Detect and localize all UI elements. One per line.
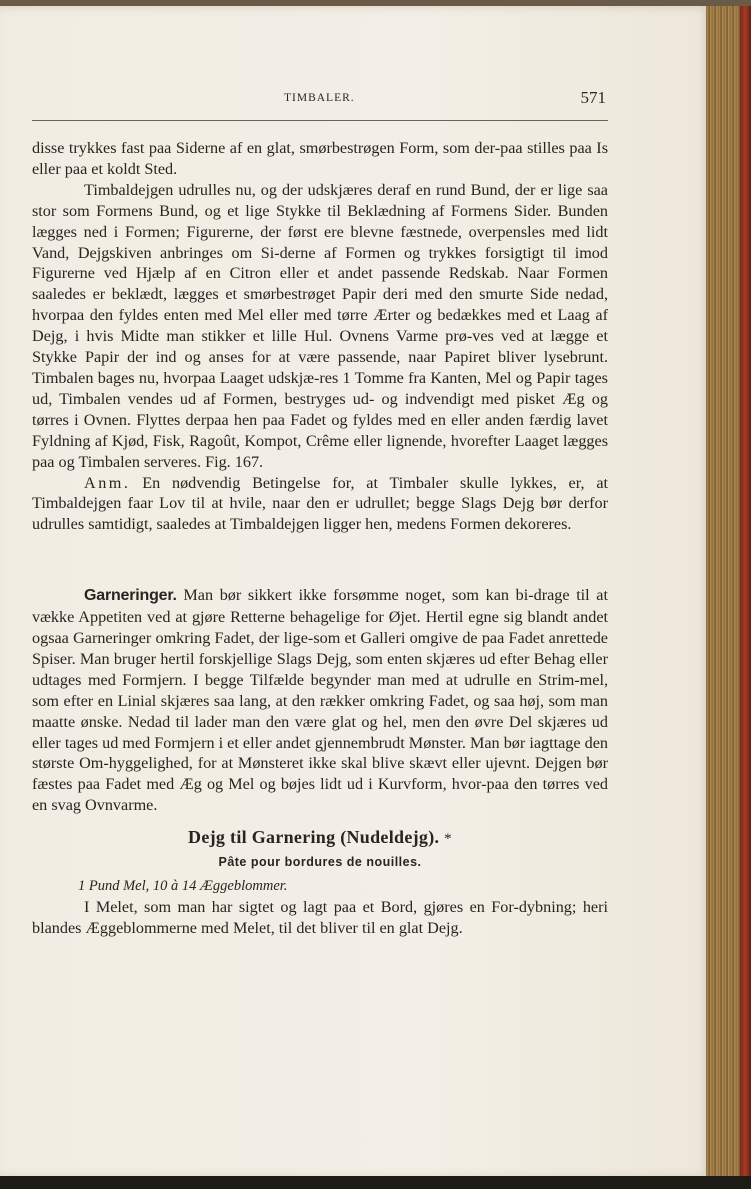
garneringer-text: Man bør sikkert ikke forsømme noget, som kan bi-drage til at vække Appetiten ved at gjøre Retterne behagelige for Øjet. Hertil egne sig blandt andet ogsaa Garneringer omkring Fadet, der lige-som et Galleri omgive de paa Fadet anrettede Spiser. Man bruger hertil forskjellige Slags Dejg, som enten skjæres ud efter Behag eller udtages med Formjern. I begge Tilfælde begynder man med at udrulle en Strim-mel, som efter en Linial skjæres saa lang, at den rækker omkring Fadet, og saa høj, som man maatte ønske. Nedad til lader man den være glat og hel, men den øvre Del skjæres ud eller tages ud med Formjern i et eller andet gjennembrudt Mønster. Man bør iagttage den største Om-hyggelighed, for at Mønsteret ikke skal blive skævt eller ujevnt. Dejgen bør fæstes paa Fadet med Æg og Mel og bøjes lidt ud i Kurvform, hvor-paa den tørres ved en svag Ovnvarme. bbox=[32, 586, 608, 815]
recipe-star: * bbox=[444, 831, 452, 848]
paragraph-anm bbox=[32, 473, 608, 536]
anm-text: En nødvendig Betingelse for, at Timbaler skulle lykkes, er, at Timbaldejgen faar Lov til at hvile, naar den er udrullet; begge Slags Dejg bør derfor udrulles samtidigt, saaledes at Timbaldejgen ligger hen, medens Formen dekoreres. bbox=[32, 473, 608, 534]
recipe-title bbox=[32, 827, 608, 850]
book-cover-edge bbox=[740, 6, 751, 1178]
bottom-shadow bbox=[0, 1176, 751, 1189]
paragraph-garneringer bbox=[32, 585, 608, 816]
anm-label: Anm. bbox=[84, 473, 131, 492]
header-rule bbox=[32, 120, 608, 121]
page-header bbox=[32, 88, 606, 110]
page-body bbox=[32, 138, 608, 939]
page-number: 571 bbox=[580, 88, 606, 107]
section-heading-garneringer: Garneringer. bbox=[84, 587, 177, 605]
paragraph-timbaldejg: Timbaldejgen udrulles nu, og der udskjæres deraf en rund Bund, der er lige saa stor som Formens Bund, og et lige Stykke til Beklædning af Formens Sider. Bunden lægges ned i Formen; Figurerne, der først ere blevne fæstnede, overpensles med lidt Vand, Dejgskiven anbringes om Si-derne af Formen og trykkes forsigtigt til imod Figurerne ved Hjælp af en Citron eller et andet passende Redskab. Naar Formen saaledes er beklædt, lægges et smørbestrøget Papir deri med den smurte Side nedad, hvorpaa den fyldes enten med Mel eller med tørre Ærter og bedækkes med et Laag af Dejg, i hvis Midte man stikker et lille Hul. Ovnens Varme prø-ves ved at lægge et Stykke Papir der ind og anses for at være passende, naar Papiret bliver lysebrunt. Timbalen bages nu, hvorpaa Laaget udskjæ-res 1 Tomme fra Kanten, Mel og Papir tages ud, Timbalen vendes ud af Formen, bestryges ud- og indvendigt med pisket Æg og tørres i Ovnen. Flyttes derpaa hen paa Fadet og fyldes med en eller anden færdig lavet Fyldning af Kjød, Fisk, Ragoût, Kompot, Crême eller lignende, hvorefter Laaget lægges paa og Timbalen serveres. Fig. 167. bbox=[32, 180, 608, 471]
recipe-title-text: Dejg til Garnering (Nudeldejg). bbox=[188, 827, 440, 848]
running-title: TIMBALER. bbox=[284, 92, 355, 104]
paragraph-continuation: disse trykkes fast paa Siderne af en glat, smørbestrøgen Form, som der-paa stilles paa Is eller paa et koldt Sted. bbox=[32, 139, 608, 178]
recipe-instructions: I Melet, som man har sigtet og lagt paa et Bord, gjøres en For-dybning; heri blandes Æggeblommerne med Melet, til det bliver til en glat Dejg. bbox=[32, 897, 608, 937]
recipe-ingredients: 1 Pund Mel, 10 à 14 Æggeblommer. bbox=[78, 878, 288, 894]
recipe-subtitle: Pâte pour bordures de nouilles. bbox=[218, 855, 422, 870]
section-spacer bbox=[32, 535, 608, 585]
